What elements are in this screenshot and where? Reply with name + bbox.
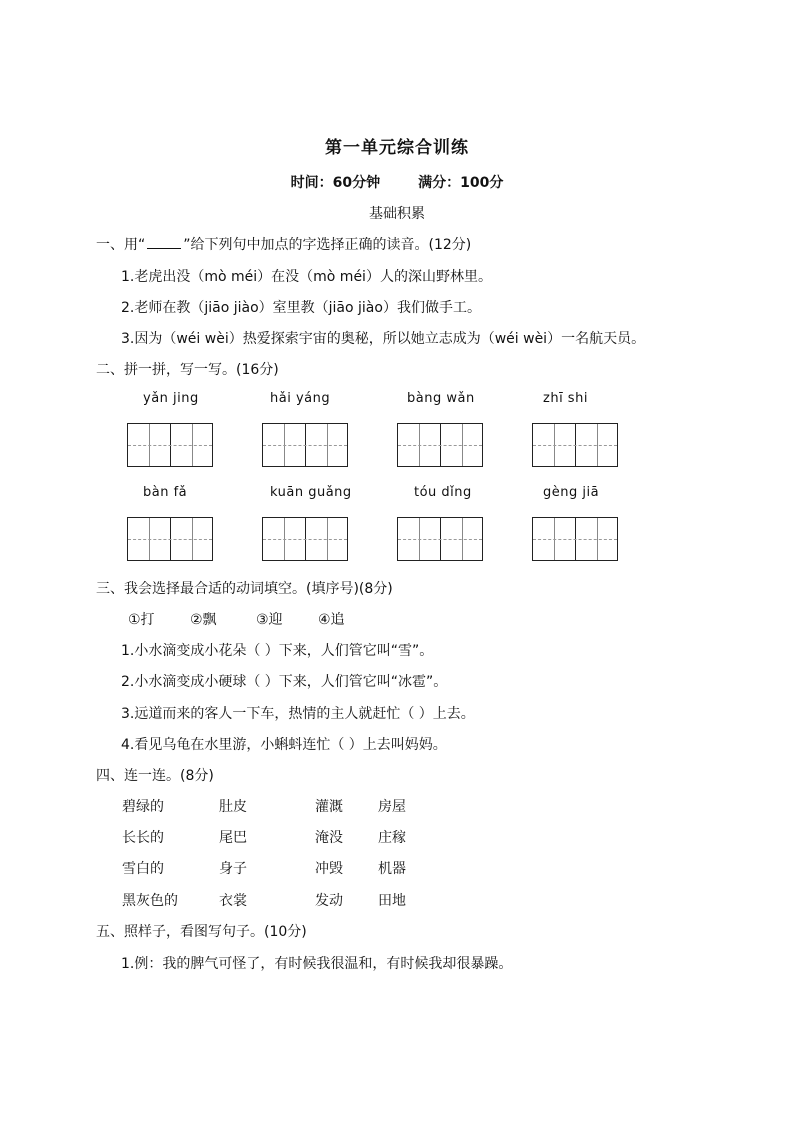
writing-grid[interactable] bbox=[262, 517, 348, 561]
writing-grid[interactable] bbox=[262, 423, 348, 467]
q1-item-1: 1.老虎出没（mò méi）在没（mò méi）人的深山野林里。 bbox=[121, 269, 492, 285]
match-word: 黑灰色的 bbox=[122, 893, 178, 909]
pinyin-1: yǎn jing bbox=[143, 391, 199, 406]
exam-score: 满分：100分 bbox=[418, 175, 504, 191]
match-word: 田地 bbox=[378, 893, 406, 909]
match-word: 灌溉 bbox=[315, 799, 343, 815]
q3-item-3: 3.远道而来的客人一下车，热情的主人就赶忙（ ）上去。 bbox=[121, 706, 475, 722]
match-word: 庄稼 bbox=[378, 830, 406, 846]
match-word: 淹没 bbox=[315, 830, 343, 846]
pinyin-4: zhī shi bbox=[543, 391, 588, 406]
pinyin-2: hǎi yáng bbox=[270, 391, 331, 406]
writing-grid[interactable] bbox=[397, 423, 483, 467]
option-1: ①打 bbox=[128, 612, 155, 628]
match-word: 房屋 bbox=[378, 799, 406, 815]
pinyin-5: bàn fǎ bbox=[143, 485, 188, 500]
exam-title: 第一单元综合训练 bbox=[325, 138, 469, 158]
q5-heading: 五、照样子，看图写句子。(10分) bbox=[96, 924, 307, 940]
exam-meta bbox=[0, 172, 794, 192]
match-word: 肚皮 bbox=[219, 799, 247, 815]
match-word: 衣裳 bbox=[219, 893, 247, 909]
q3-item-4: 4.看见乌龟在水里游，小蝌蚪连忙（ ）上去叫妈妈。 bbox=[121, 737, 447, 753]
option-3: ③迎 bbox=[256, 612, 283, 628]
writing-grid[interactable] bbox=[532, 423, 618, 467]
section-subtitle: 基础积累 bbox=[369, 206, 425, 222]
q3-item-2: 2.小水滴变成小硬球（ ）下来，人们管它叫“冰雹”。 bbox=[121, 674, 448, 690]
writing-grid[interactable] bbox=[127, 423, 213, 467]
q4-heading: 四、连一连。(8分) bbox=[96, 768, 214, 784]
match-word: 发动 bbox=[315, 893, 343, 909]
q1-item-3: 3.因为（wéi wèi）热爱探索宇宙的奥秘，所以她立志成为（wéi wèi）一名航天员。 bbox=[121, 331, 646, 347]
q3-heading: 三、我会选择最合适的动词填空。(填序号)(8分) bbox=[96, 581, 393, 597]
match-word: 身子 bbox=[219, 861, 247, 877]
q2-heading: 二、拼一拼，写一写。(16分) bbox=[96, 362, 279, 378]
writing-grid[interactable] bbox=[532, 517, 618, 561]
match-word: 长长的 bbox=[122, 830, 164, 846]
match-word: 雪白的 bbox=[122, 861, 164, 877]
q1-heading: 一、用“ ”给下列句中加点的字选择正确的读音。(12分) bbox=[96, 237, 472, 253]
writing-grid[interactable] bbox=[127, 517, 213, 561]
pinyin-6: kuān guǎng bbox=[270, 485, 352, 500]
pinyin-7: tóu dǐng bbox=[414, 485, 472, 500]
match-word: 碧绿的 bbox=[122, 799, 164, 815]
pinyin-8: gèng jiā bbox=[543, 485, 600, 500]
match-word: 机器 bbox=[378, 861, 406, 877]
option-4: ④追 bbox=[318, 612, 345, 628]
writing-grid[interactable] bbox=[397, 517, 483, 561]
q3-item-1: 1.小水滴变成小花朵（ ）下来，人们管它叫“雪”。 bbox=[121, 643, 434, 659]
match-word: 尾巴 bbox=[219, 830, 247, 846]
q1-item-2: 2.老师在教（jiāo jiào）室里教（jiāo jiào）我们做手工。 bbox=[121, 300, 481, 316]
pinyin-3: bàng wǎn bbox=[407, 391, 475, 406]
exam-time: 时间：60分钟 bbox=[290, 175, 381, 191]
answer-blank bbox=[147, 236, 181, 249]
option-2: ②飘 bbox=[190, 612, 217, 628]
match-word: 冲毁 bbox=[315, 861, 343, 877]
q5-example: 1.例：我的脾气可怪了，有时候我很温和，有时候我却很暴躁。 bbox=[121, 956, 513, 972]
